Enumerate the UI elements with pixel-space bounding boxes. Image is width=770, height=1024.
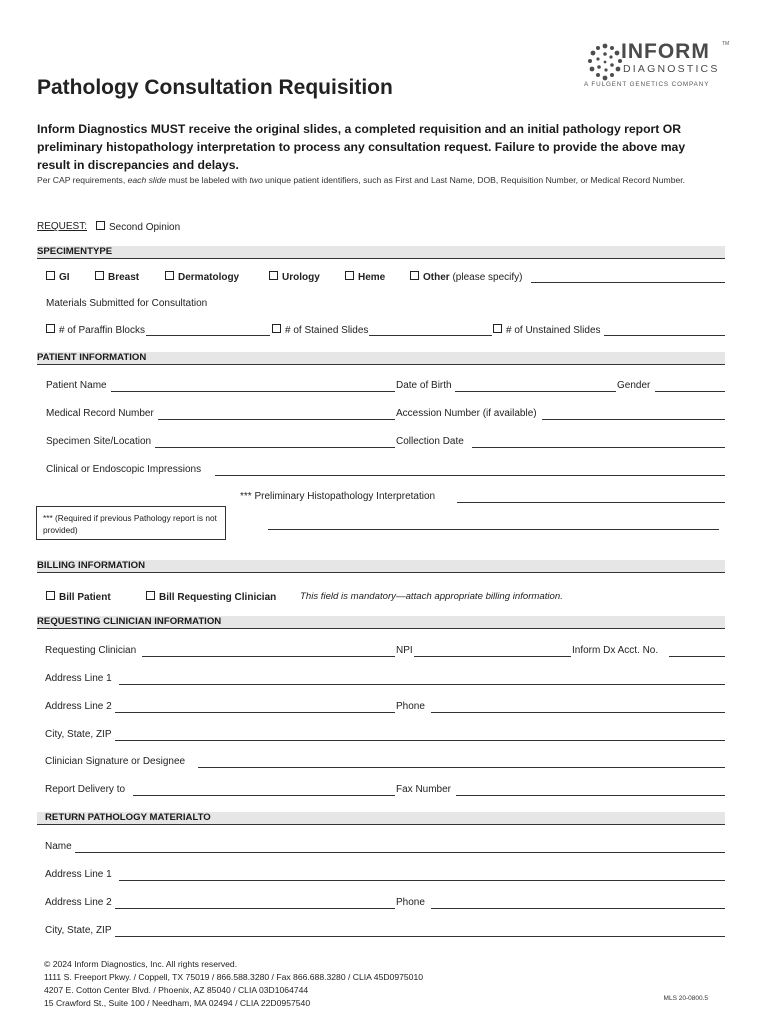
return-address2-label: Address Line 2 [45, 897, 112, 908]
acct-no-label: Inform Dx Acct. No. [572, 645, 659, 656]
clinician-address1-label: Address Line 1 [45, 673, 112, 684]
prelim-interpretation-input-2[interactable] [268, 529, 719, 530]
collection-date-input[interactable] [472, 447, 725, 448]
paraffin-blocks-input[interactable] [146, 335, 270, 336]
bill-clinician-checkbox[interactable]: Bill Requesting Clinician [146, 591, 276, 603]
clinician-phone-label: Phone [396, 701, 425, 712]
clinician-address1-input[interactable] [119, 684, 725, 685]
materials-label: Materials Submitted for Consultation [46, 298, 208, 309]
logo-trademark: TM [722, 41, 730, 47]
return-city-input[interactable] [115, 936, 725, 937]
clinician-city-input[interactable] [115, 740, 725, 741]
signature-input[interactable] [198, 767, 725, 768]
logo-tagline: A FULGENT GENETICS COMPANY [584, 81, 710, 88]
logo-subtitle: DIAGNOSTICS [623, 63, 720, 75]
specimen-other-input[interactable] [531, 282, 725, 283]
return-phone-input[interactable] [431, 908, 725, 909]
billing-info-header: BILLING INFORMATION [37, 560, 725, 573]
stained-slides-input[interactable] [369, 335, 492, 336]
company-logo [585, 40, 730, 92]
footer-line: 4207 E. Cotton Center Blvd. / Phoenix, AZ 85040 / CLIA 03D1064744 [44, 985, 309, 995]
acct-no-input[interactable] [669, 656, 725, 657]
unstained-slides-input[interactable] [604, 335, 725, 336]
fax-label: Fax Number [396, 784, 452, 795]
specimen-urology-checkbox[interactable]: Urology [269, 271, 320, 283]
return-phone-label: Phone [396, 897, 425, 908]
specimen-site-input[interactable] [155, 447, 395, 448]
specimen-gi-checkbox[interactable]: GI [46, 271, 70, 283]
clinician-name-label: Requesting Clinician [45, 645, 137, 656]
clinician-address2-input[interactable] [115, 712, 395, 713]
npi-label: NPI [396, 645, 413, 656]
return-name-input[interactable] [75, 852, 725, 853]
clinician-city-label: City, State, ZIP [45, 729, 112, 740]
report-delivery-input[interactable] [133, 795, 395, 796]
billing-mandatory-note: This field is mandatory—attach appropriate billing information. [300, 591, 563, 602]
gender-label: Gender [617, 380, 651, 391]
return-address1-label: Address Line 1 [45, 869, 112, 880]
logo-wordmark: INFORM [621, 40, 710, 63]
specimen-type-header: SPECIMENTYPE [37, 246, 725, 259]
collection-date-label: Collection Date [396, 436, 464, 447]
cap-requirement-note: Per CAP requirements, each slide must be labeled with two unique patient identifiers, such as First and Last Name, DOB, Requisition Number, or Medical Record Number. [37, 175, 686, 185]
paraffin-blocks-checkbox[interactable]: # of Paraffin Blocks [46, 324, 145, 336]
footer [44, 958, 423, 1010]
footer-line: © 2024 Inform Diagnostics, Inc. All rights reserved. [44, 959, 238, 969]
clinical-impressions-input[interactable] [215, 475, 725, 476]
return-material-header: RETURN PATHOLOGY MATERIALTO [37, 812, 725, 825]
signature-label: Clinician Signature or Designee [45, 756, 186, 767]
mrn-input[interactable] [158, 419, 395, 420]
accession-input[interactable] [542, 419, 725, 420]
unstained-slides-checkbox[interactable]: # of Unstained Slides [493, 324, 601, 336]
return-name-label: Name [45, 841, 72, 852]
page-title: Pathology Consultation Requisition [37, 76, 393, 99]
fax-input[interactable] [456, 795, 725, 796]
report-delivery-label: Report Delivery to [45, 784, 126, 795]
prelim-interpretation-input[interactable] [457, 502, 725, 503]
second-opinion-checkbox[interactable]: Second Opinion [96, 221, 180, 233]
specimen-site-label: Specimen Site/Location [46, 436, 152, 447]
bill-patient-checkbox[interactable]: Bill Patient [46, 591, 111, 603]
notice-text: Inform Diagnostics MUST receive the original slides, a completed requisition and an initial pathology report OR preliminary histopathology interpretation to process any consultation request. Failure to provide the above may result in discrepancies and delays. [37, 122, 686, 172]
specimen-other-checkbox[interactable]: Other (please specify) [410, 271, 522, 283]
clinician-phone-input[interactable] [431, 712, 725, 713]
mrn-label: Medical Record Number [46, 408, 154, 419]
gender-input[interactable] [655, 391, 725, 392]
dob-label: Date of Birth [396, 380, 452, 391]
footer-line: 1111 S. Freeport Pkwy. / Coppell, TX 75019 / 866.588.3280 / Fax 866.688.3280 / CLIA 45D0975010 [44, 972, 424, 982]
clinical-impressions-label: Clinical or Endoscopic Impressions [46, 464, 202, 475]
clinician-address2-label: Address Line 2 [45, 701, 112, 712]
footer-line: 15 Crawford St., Suite 100 / Needham, MA 02494 / CLIA 22D0957540 [44, 998, 311, 1008]
clinician-info-header: REQUESTING CLINICIAN INFORMATION [37, 616, 725, 629]
specimen-heme-checkbox[interactable]: Heme [345, 271, 385, 283]
logo-mark-icon [585, 42, 625, 82]
specimen-dermatology-checkbox[interactable]: Dermatology [165, 271, 239, 283]
document-code: MLS 20-0800.5 [663, 995, 708, 1002]
stained-slides-checkbox[interactable]: # of Stained Slides [272, 324, 368, 336]
clinician-name-input[interactable] [142, 656, 395, 657]
accession-label: Accession Number (if available) [396, 408, 537, 419]
prelim-interpretation-label: *** Preliminary Histopathology Interpretation [240, 491, 436, 502]
return-address1-input[interactable] [119, 880, 725, 881]
required-note-box: *** (Required if previous Pathology report is not provided) [36, 506, 226, 540]
return-address2-input[interactable] [115, 908, 395, 909]
request-label: REQUEST: [37, 221, 88, 232]
patient-name-input[interactable] [111, 391, 395, 392]
npi-input[interactable] [414, 656, 571, 657]
patient-name-label: Patient Name [46, 380, 107, 391]
return-city-label: City, State, ZIP [45, 925, 112, 936]
specimen-breast-checkbox[interactable]: Breast [95, 271, 139, 283]
dob-input[interactable] [455, 391, 616, 392]
patient-info-header: PATIENT INFORMATION [37, 352, 725, 365]
